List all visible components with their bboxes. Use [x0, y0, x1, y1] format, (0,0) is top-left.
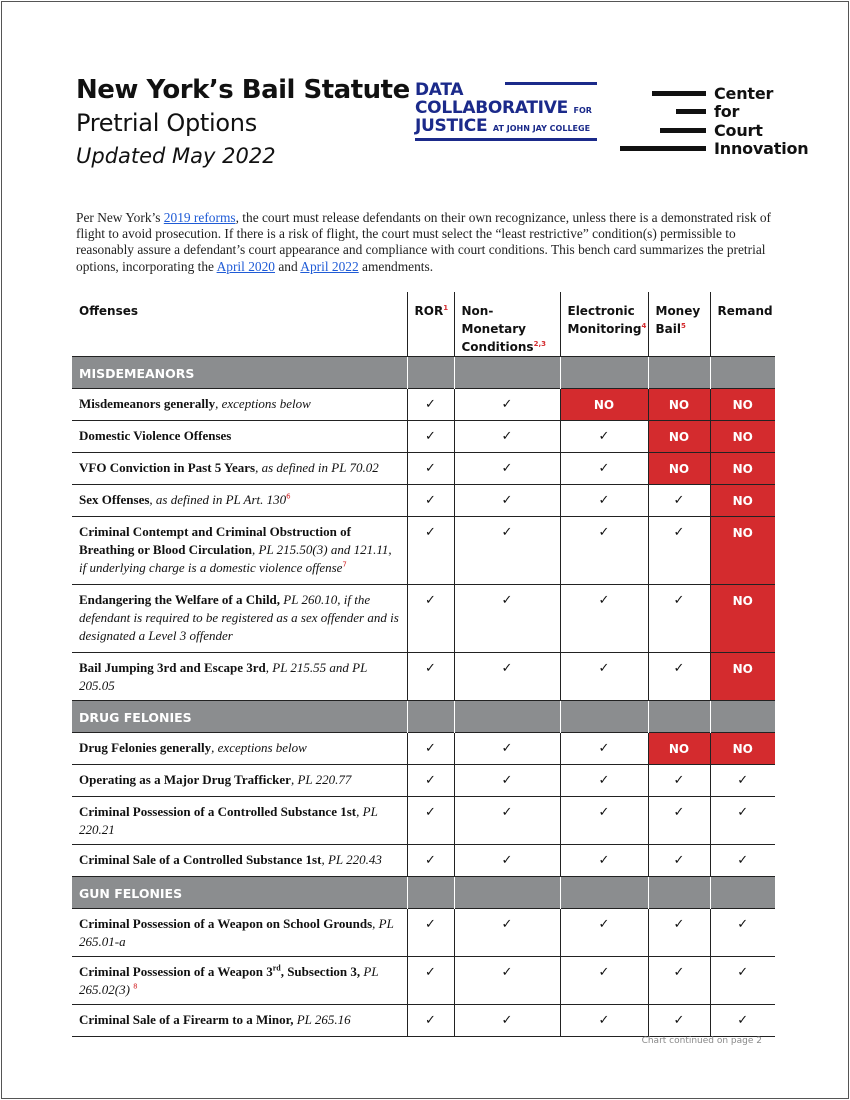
check-icon: ✓ [454, 485, 560, 517]
pretrial-options-table [72, 292, 775, 1037]
no-badge: NO [710, 517, 775, 585]
check-icon: ✓ [407, 845, 454, 877]
check-icon: ✓ [454, 845, 560, 877]
check-icon: ✓ [454, 421, 560, 453]
table-row: Misdemeanors generally, exceptions below ✓ ✓ NO NO NO [72, 389, 775, 421]
no-badge: NO [710, 389, 775, 421]
table-row: Criminal Possession of a Controlled Substance 1st, PL 220.21 ✓ ✓ ✓ ✓ ✓ [72, 797, 775, 845]
check-icon: ✓ [407, 765, 454, 797]
check-icon: ✓ [454, 797, 560, 845]
table-row: Criminal Sale of a Controlled Substance 1st, PL 220.43 ✓ ✓ ✓ ✓ ✓ [72, 845, 775, 877]
check-icon: ✓ [560, 421, 648, 453]
dcj-logo-line-1: DATA [415, 80, 464, 100]
check-icon: ✓ [560, 1005, 648, 1037]
section-misdemeanors: MISDEMEANORS [72, 357, 775, 389]
check-icon: ✓ [407, 453, 454, 485]
check-icon: ✓ [560, 845, 648, 877]
check-icon: ✓ [648, 485, 710, 517]
title-block [76, 74, 410, 172]
check-icon: ✓ [560, 957, 648, 1005]
check-icon: ✓ [710, 1005, 775, 1037]
check-icon: ✓ [560, 797, 648, 845]
check-icon: ✓ [710, 909, 775, 957]
col-non-monetary: Non-Monetary Conditions$^{2,3}$ [454, 292, 560, 357]
check-icon: ✓ [648, 765, 710, 797]
check-icon: ✓ [560, 733, 648, 765]
check-icon: ✓ [710, 845, 775, 877]
table-row: VFO Conviction in Past 5 Years, as defined in PL 70.02 ✓ ✓ ✓ NO NO [72, 453, 775, 485]
section-drug-felonies: DRUG FELONIES [72, 701, 775, 733]
check-icon: ✓ [560, 765, 648, 797]
no-badge: NO [710, 585, 775, 653]
col-offenses: Offenses [79, 304, 139, 318]
no-badge: NO [648, 389, 710, 421]
dcj-logo-line-2: COLLABORATIVE FOR [415, 98, 592, 118]
no-badge: NO [648, 453, 710, 485]
table-row: Criminal Possession of a Weapon on School Grounds, PL 265.01-a ✓ ✓ ✓ ✓ ✓ [72, 909, 775, 957]
check-icon: ✓ [407, 389, 454, 421]
check-icon: ✓ [560, 585, 648, 653]
check-icon: ✓ [648, 957, 710, 1005]
table-row: Operating as a Major Drug Trafficker, PL 220.77 ✓ ✓ ✓ ✓ ✓ [72, 765, 775, 797]
check-icon: ✓ [560, 653, 648, 701]
cci-logo-word-court: Court [714, 121, 763, 140]
cci-logo-bar-4 [620, 146, 706, 151]
link-april-2022[interactable]: April 2022 [300, 258, 359, 274]
no-badge: NO [710, 453, 775, 485]
table-row: Bail Jumping 3rd and Escape 3rd, PL 215.55 and PL 205.05 ✓ ✓ ✓ ✓ NO [72, 653, 775, 701]
table-row: Drug Felonies generally, exceptions below ✓ ✓ ✓ NO NO [72, 733, 775, 765]
check-icon: ✓ [454, 733, 560, 765]
table-header-row [72, 292, 775, 357]
no-badge: NO [710, 653, 775, 701]
table-row: Criminal Contempt and Criminal Obstruction of Breathing or Blood Circulation, PL 215.50(3) and 121.11, if underlying charge is a domestic violence offense$^7$ ✓ ✓ ✓ ✓ NO [72, 517, 775, 585]
cci-logo-bar-3 [660, 128, 706, 133]
check-icon: ✓ [648, 585, 710, 653]
check-icon: ✓ [454, 389, 560, 421]
table-row: Endangering the Welfare of a Child, PL 260.10, if the defendant is required to be registered as a sex offender and is designated a Level 3 offender ✓ ✓ ✓ ✓ NO [72, 585, 775, 653]
chart-continued-note: Chart continued on page 2 [641, 1036, 762, 1046]
dcj-logo-line-3: JUSTICE AT JOHN JAY COLLEGE [415, 116, 591, 136]
check-icon: ✓ [454, 517, 560, 585]
col-ror: ROR$^1$ [407, 292, 454, 357]
table-row: Sex Offenses, as defined in PL Art. $130^6$ ✓ ✓ ✓ ✓ NO [72, 485, 775, 517]
check-icon: ✓ [407, 421, 454, 453]
check-icon: ✓ [407, 909, 454, 957]
check-icon: ✓ [454, 765, 560, 797]
center-for-court-innovation-logo [620, 84, 810, 156]
check-icon: ✓ [407, 957, 454, 1005]
check-icon: ✓ [710, 765, 775, 797]
no-badge: NO [710, 485, 775, 517]
link-2019-reforms[interactable]: 2019 reforms [163, 210, 236, 225]
check-icon: ✓ [454, 453, 560, 485]
check-icon: ✓ [560, 909, 648, 957]
check-icon: ✓ [454, 585, 560, 653]
page-title: New York’s Bail Statute [76, 75, 410, 105]
check-icon: ✓ [454, 957, 560, 1005]
col-money-bail: Money Bail$^5$ [648, 292, 710, 357]
check-icon: ✓ [407, 517, 454, 585]
check-icon: ✓ [560, 453, 648, 485]
check-icon: ✓ [648, 653, 710, 701]
check-icon: ✓ [454, 909, 560, 957]
update-date: Updated May 2022 [76, 144, 276, 168]
no-badge: NO [648, 421, 710, 453]
check-icon: ✓ [407, 733, 454, 765]
cci-logo-bar-1 [652, 91, 706, 96]
check-icon: ✓ [560, 485, 648, 517]
check-icon: ✓ [407, 585, 454, 653]
dcj-logo-top-rule [505, 82, 597, 85]
check-icon: ✓ [710, 797, 775, 845]
no-badge: NO [710, 733, 775, 765]
section-gun-felonies: GUN FELONIES [72, 877, 775, 909]
table-row: Criminal Sale of a Firearm to a Minor, PL 265.16 ✓ ✓ ✓ ✓ ✓ [72, 1005, 775, 1037]
cci-logo-word-innovation: Innovation [714, 139, 809, 158]
link-april-2020[interactable]: April 2020 [216, 258, 275, 274]
check-icon: ✓ [454, 653, 560, 701]
cci-logo-bar-2 [676, 109, 706, 114]
col-remand: Remand [710, 292, 775, 357]
data-collaborative-for-justice-logo [415, 82, 597, 144]
col-electronic-monitoring: Electronic Monitoring$^4$ [560, 292, 648, 357]
check-icon: ✓ [648, 1005, 710, 1037]
no-badge: NO [648, 733, 710, 765]
check-icon: ✓ [560, 517, 648, 585]
dcj-logo-bottom-rule [415, 138, 597, 141]
no-badge: NO [560, 389, 648, 421]
check-icon: ✓ [710, 957, 775, 1005]
check-icon: ✓ [454, 1005, 560, 1037]
table-row: Domestic Violence Offenses ✓ ✓ ✓ NO NO [72, 421, 775, 453]
check-icon: ✓ [407, 653, 454, 701]
check-icon: ✓ [648, 909, 710, 957]
cci-logo-word-center: Center [714, 84, 774, 103]
check-icon: ✓ [648, 845, 710, 877]
table-row: Criminal Possession of a Weapon 3rd, Subsection 3, PL 265.02(3) $^8$ ✓ ✓ ✓ ✓ ✓ [72, 957, 775, 1005]
intro-paragraph: Per New York’s 2019 reforms, the court must release defendants on their own recognizance, unless there is a demonstrated risk of flight to avoid prosecution. If there is a risk of flight, the court must select the “least restrictive” condition(s) permissible to reasonably assure a defendant’s court appearance and compliance with court conditions. This bench card summarizes the pretrial options, incorporating the April 2020 and April 2022 amendments. [76, 210, 772, 274]
check-icon: ✓ [407, 797, 454, 845]
check-icon: ✓ [407, 1005, 454, 1037]
check-icon: ✓ [407, 485, 454, 517]
check-icon: ✓ [648, 797, 710, 845]
check-icon: ✓ [648, 517, 710, 585]
no-badge: NO [710, 421, 775, 453]
cci-logo-word-for: for [714, 102, 740, 121]
page-subtitle: Pretrial Options [76, 109, 257, 137]
